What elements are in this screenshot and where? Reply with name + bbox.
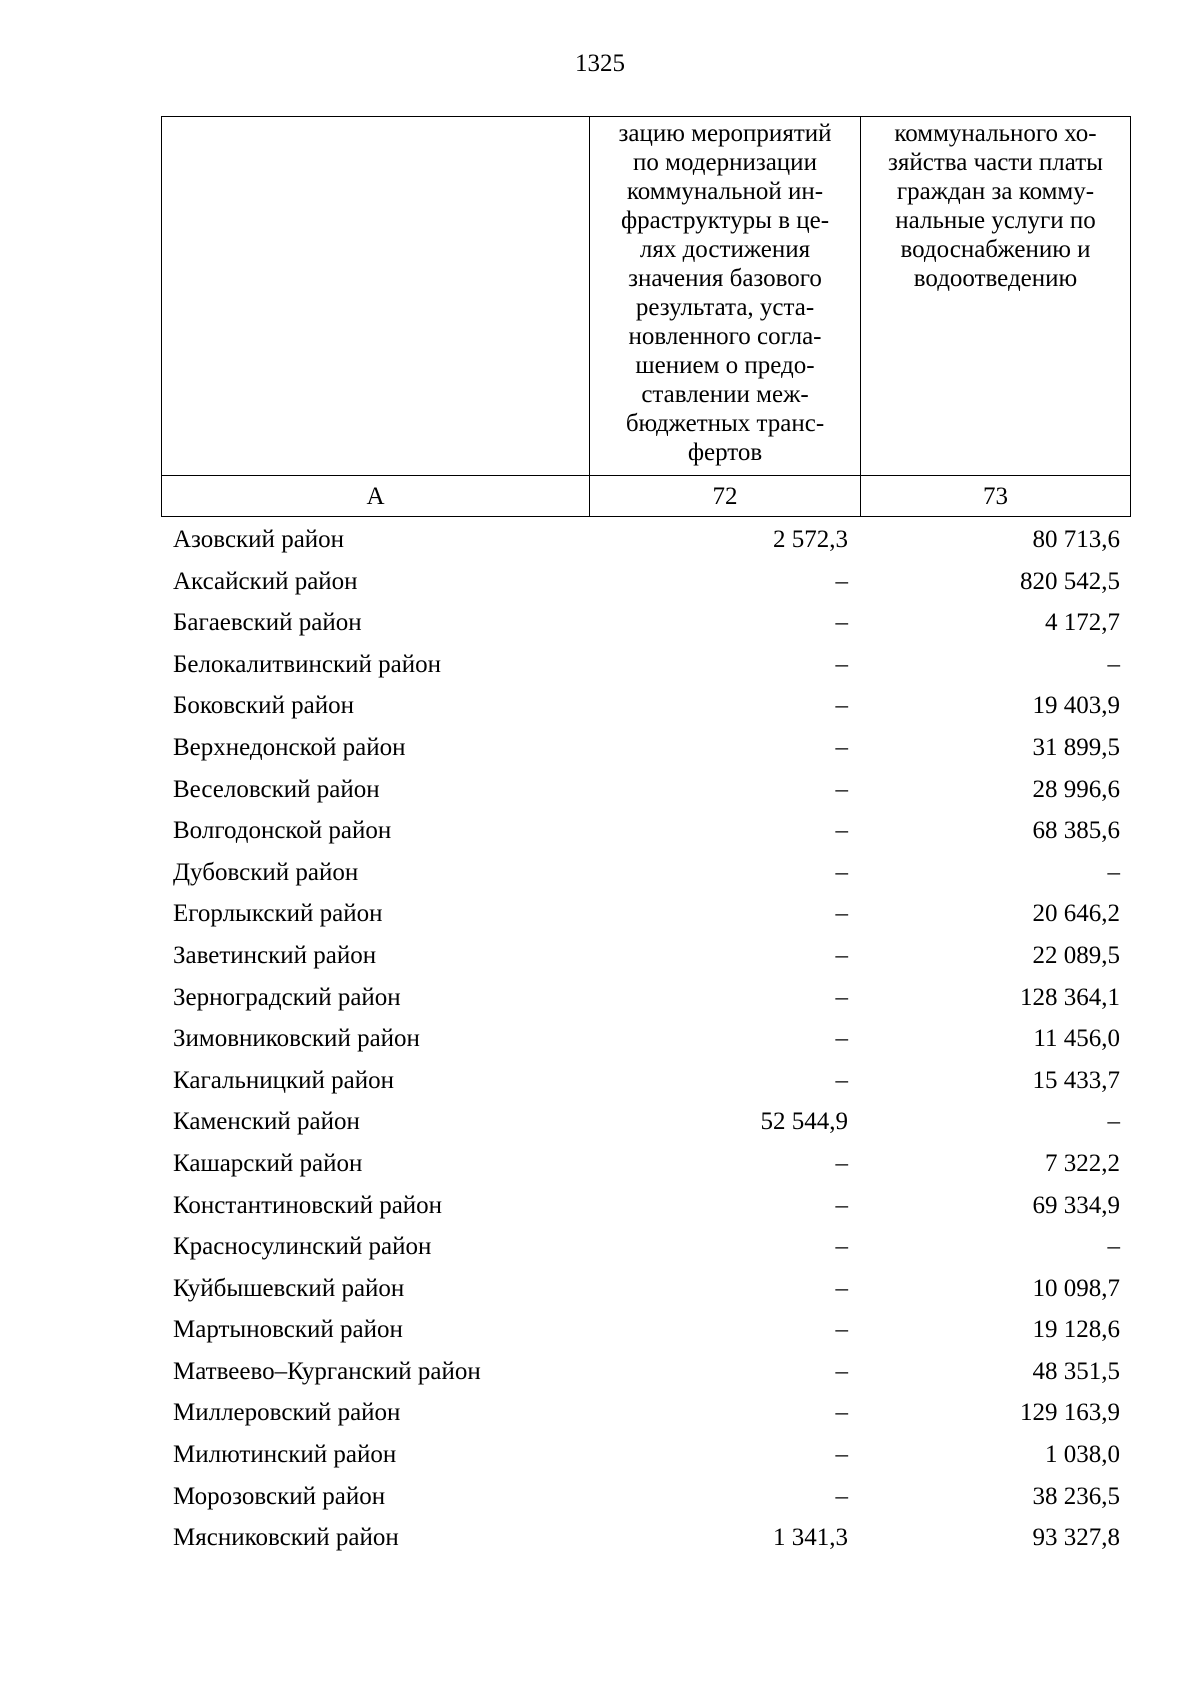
value-col-73: 69 334,9 xyxy=(1032,1191,1120,1219)
value-col-72: – xyxy=(835,650,848,678)
table-row xyxy=(0,1476,1200,1518)
value-col-73: 20 646,2 xyxy=(1032,900,1120,928)
value-col-72: 1 341,3 xyxy=(773,1524,848,1552)
value-col-73: 128 364,1 xyxy=(1020,983,1120,1011)
column-number-73: 73 xyxy=(861,476,1131,517)
value-col-73: 22 089,5 xyxy=(1032,941,1120,969)
district-name: Кашарский район xyxy=(173,1149,363,1177)
value-col-73: – xyxy=(1107,1233,1120,1261)
district-name: Кагальницкий район xyxy=(173,1066,395,1094)
value-col-73: 19 403,9 xyxy=(1032,692,1120,720)
header-cell-72: зацию мероприятий по модернизации коммунальной ин- фраструктуры в це- лях достижения значения базового результата, уста- новленного согла- шением о предо- ставлении меж- бюджетных транс- фертов xyxy=(590,117,861,476)
table-header xyxy=(161,116,1131,517)
district-name: Куйбышевский район xyxy=(173,1274,405,1302)
district-name: Красносулинский район xyxy=(173,1233,432,1261)
table-row xyxy=(0,1268,1200,1310)
value-col-72: – xyxy=(835,817,848,845)
header-cell-73: коммунального хо- зяйства части платы граждан за комму- нальные услуги по водоснабжению и водоотведению xyxy=(861,117,1131,476)
value-col-72: – xyxy=(835,941,848,969)
district-name: Мартыновский район xyxy=(173,1316,403,1344)
value-col-72: – xyxy=(835,1149,848,1177)
value-col-72: – xyxy=(835,775,848,803)
district-name: Морозовский район xyxy=(173,1482,386,1510)
value-col-73: 93 327,8 xyxy=(1032,1524,1120,1552)
table-row xyxy=(0,1392,1200,1434)
table-row xyxy=(0,1351,1200,1393)
value-col-73: 19 128,6 xyxy=(1032,1316,1120,1344)
table-row xyxy=(0,1517,1200,1559)
value-col-73: 4 172,7 xyxy=(1045,609,1120,637)
district-name: Белокалитвинский район xyxy=(173,650,441,678)
value-col-72: – xyxy=(835,900,848,928)
table-row xyxy=(0,852,1200,894)
value-col-73: 48 351,5 xyxy=(1032,1357,1120,1385)
district-name: Егорлыкский район xyxy=(173,900,383,928)
value-col-73: 15 433,7 xyxy=(1032,1066,1120,1094)
value-col-72: – xyxy=(835,567,848,595)
value-col-73: – xyxy=(1107,858,1120,886)
value-col-72: – xyxy=(835,1441,848,1469)
district-name: Заветинский район xyxy=(173,941,377,969)
table-row xyxy=(0,810,1200,852)
district-name: Миллеровский район xyxy=(173,1399,401,1427)
value-col-72: – xyxy=(835,1025,848,1053)
table-row xyxy=(0,1143,1200,1185)
district-name: Дубовский район xyxy=(173,858,359,886)
table-row xyxy=(0,1101,1200,1143)
page-number: 1325 xyxy=(575,50,625,77)
value-col-72: – xyxy=(835,609,848,637)
column-number-a: А xyxy=(162,476,590,517)
value-col-72: – xyxy=(835,1233,848,1261)
district-name: Милютинский район xyxy=(173,1441,397,1469)
value-col-72: – xyxy=(835,1066,848,1094)
table-row xyxy=(0,1060,1200,1102)
value-col-72: 2 572,3 xyxy=(773,526,848,553)
table-row xyxy=(0,519,1200,561)
value-col-73: 7 322,2 xyxy=(1045,1149,1120,1177)
table-row xyxy=(0,769,1200,811)
value-col-72: – xyxy=(835,1482,848,1510)
district-name: Каменский район xyxy=(173,1108,360,1136)
district-name: Волгодонской район xyxy=(173,817,392,845)
table-row xyxy=(0,1309,1200,1351)
value-col-72: – xyxy=(835,1191,848,1219)
table-row xyxy=(0,1185,1200,1227)
table-row xyxy=(0,561,1200,603)
table-row xyxy=(0,893,1200,935)
value-col-73: 28 996,6 xyxy=(1032,775,1120,803)
column-number-72: 72 xyxy=(590,476,861,517)
district-name: Багаевский район xyxy=(173,609,362,637)
header-row xyxy=(162,117,1131,476)
value-col-72: – xyxy=(835,1357,848,1385)
value-col-73: – xyxy=(1107,1108,1120,1136)
value-col-73: 1 038,0 xyxy=(1045,1441,1120,1469)
value-col-72: – xyxy=(835,858,848,886)
value-col-73: 11 456,0 xyxy=(1033,1025,1120,1053)
value-col-73: 31 899,5 xyxy=(1032,733,1120,761)
district-name: Аксайский район xyxy=(173,567,358,595)
value-col-73: 129 163,9 xyxy=(1020,1399,1120,1427)
district-name: Зерноградский район xyxy=(173,983,401,1011)
value-col-72: – xyxy=(835,733,848,761)
value-col-73: 820 542,5 xyxy=(1020,567,1120,595)
district-name: Веселовский район xyxy=(173,775,380,803)
value-col-73: – xyxy=(1107,650,1120,678)
value-col-73: 80 713,6 xyxy=(1032,526,1120,553)
table-row xyxy=(0,644,1200,686)
district-name: Мясниковский район xyxy=(173,1524,399,1552)
table-row xyxy=(0,1434,1200,1476)
district-name: Верхнедонской район xyxy=(173,733,406,761)
table-row xyxy=(0,935,1200,977)
value-col-73: 38 236,5 xyxy=(1032,1482,1120,1510)
table-body xyxy=(0,519,1200,1559)
district-name: Зимовниковский район xyxy=(173,1025,420,1053)
table-row xyxy=(0,727,1200,769)
value-col-72: – xyxy=(835,1316,848,1344)
header-cell-a xyxy=(162,117,590,476)
value-col-72: – xyxy=(835,692,848,720)
column-number-row xyxy=(162,476,1131,517)
value-col-72: – xyxy=(835,1274,848,1302)
table-row xyxy=(0,685,1200,727)
value-col-73: 68 385,6 xyxy=(1032,817,1120,845)
table-row xyxy=(0,1226,1200,1268)
district-name: Боковский район xyxy=(173,692,354,720)
table-row xyxy=(0,602,1200,644)
value-col-72: – xyxy=(835,1399,848,1427)
district-name: Константиновский район xyxy=(173,1191,443,1219)
table-row xyxy=(0,977,1200,1019)
table-row xyxy=(0,1018,1200,1060)
value-col-72: 52 544,9 xyxy=(760,1108,848,1136)
district-name: Матвеево–Курганский район xyxy=(173,1357,481,1385)
district-name: Азовский район xyxy=(173,526,345,553)
value-col-73: 10 098,7 xyxy=(1032,1274,1120,1302)
value-col-72: – xyxy=(835,983,848,1011)
